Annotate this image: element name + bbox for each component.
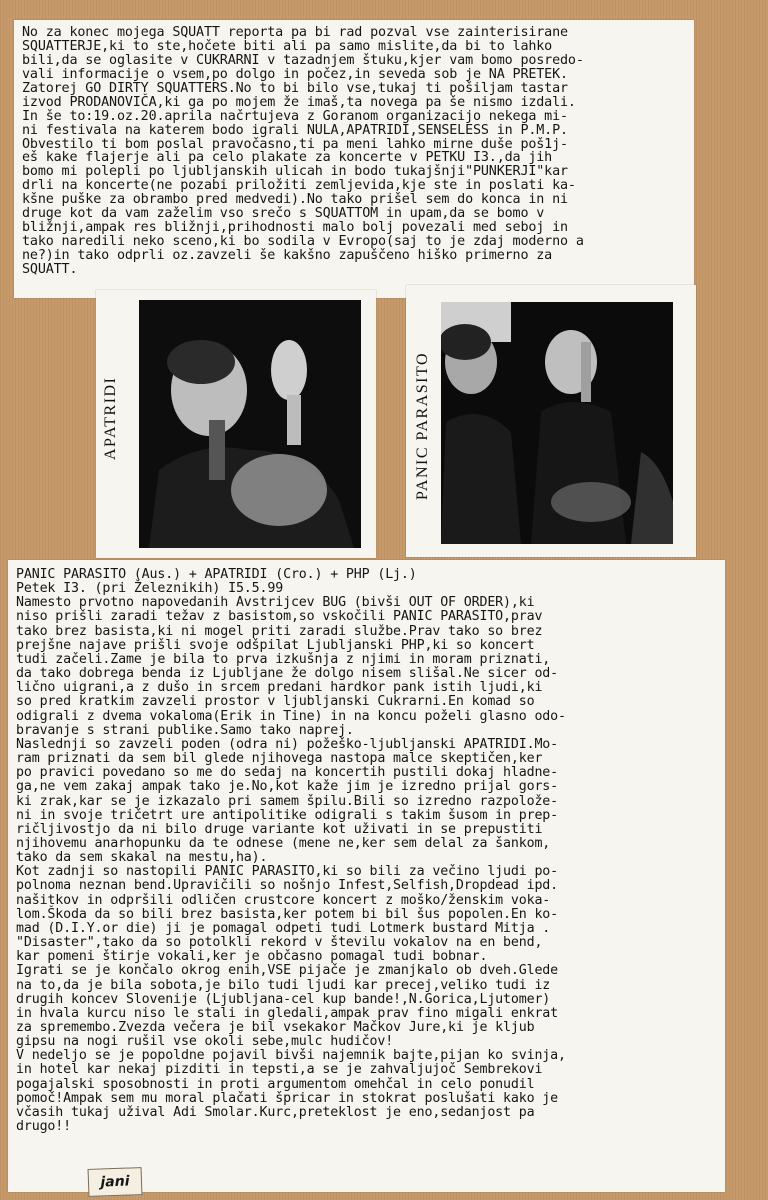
review-line: včasih tukaj užival Adi Smolar.Kurc,preteklost je eno,sedanjost pa	[16, 1104, 535, 1120]
review-line: Igrati se je končalo okrog enih,VSE pijače je zmanjkalo ob dveh.Glede	[16, 963, 559, 979]
review-line: Namesto prvotno napovedanih Avstrijcev BUG (bivši OUT OF ORDER),ki	[16, 595, 535, 611]
review-line: prejšne najave prišli svoje odšpilat Ljubljanski PHP,ki so koncert	[16, 637, 535, 653]
review-line: pomoč!Ampak sem mu moral plačati špricar in stokrat poslušati kako je	[16, 1090, 559, 1106]
review-line: gipsu na nogi rušil vse okoli sebe,mulc hudičov!	[16, 1034, 394, 1050]
review-line: niso prišli zaradi težav z basistom,so vskočili PANIC PARASITO,prav	[16, 609, 543, 625]
review-line: našitkov in odpršili odličen crustcore koncert z moško/ženskim voka-	[16, 892, 551, 908]
intro-line: In še to:19.oz.20.aprila načrtujeva z Goranom organizacijo nekega mi-	[22, 108, 568, 124]
apatridi-caption: APATRIDI	[102, 376, 119, 460]
intro-line: tako naredili neko sceno,ki bo sodila v Evropo(saj to je zdaj moderno a	[22, 234, 584, 250]
review-line: PANIC PARASITO (Aus.) + APATRIDI (Cro.) + PHP (Lj.)	[16, 567, 417, 582]
concert-review-clipping	[8, 560, 725, 1192]
review-line: Petek I3. (pri Železnikih) I5.5.99	[16, 581, 284, 597]
intro-line: druge kot da vam zaželim vso srečo s SQUATTOM in upam,da se bomo v	[22, 206, 545, 222]
review-line: kar pomeni štirje vokali,ker je občasno pomagal tudi bobnar.	[16, 949, 488, 965]
intro-clipping	[14, 20, 694, 298]
review-line: V nedeljo se je popoldne pojavil bivši najemnik bajte,pijan ko svinja,	[16, 1048, 566, 1064]
review-line: ričljivostjo da ni bilo druge variante kot uživati in se prepustiti	[16, 821, 543, 837]
review-line: njihovemu anarhopunku da te odnese (mene ne,ker sem delal za šankom,	[16, 835, 551, 851]
apatridi-photo	[139, 300, 361, 548]
intro-line: Zatorej GO DIRTY SQUATTERS.No to bi bilo vse,tukaj ti pošiljam tastar	[22, 80, 568, 96]
panic-parasito-photo-image	[441, 302, 673, 544]
review-line: polnoma neznan bend.Upravičili so nošnjo Infest,Selfish,Dropdead ipd.	[16, 878, 559, 894]
review-line: in hotel kar nekaj pizditi in tepsti,a se je zahvaljujoč Sembrekovi	[16, 1062, 543, 1078]
panic-parasito-photo-card	[406, 285, 696, 557]
intro-line: SQUATT.	[22, 261, 78, 277]
signature-tag: jani	[88, 1167, 143, 1197]
review-line: tako brez basista,ki ni mogel priti zaradi službe.Prav tako so brez	[16, 623, 543, 639]
review-line: za spremembo.Zvezda večera je bil vsekakor Mačkov Jure,ki je kljub	[16, 1020, 535, 1035]
review-line: Naslednji so zavzeli poden (odra ni) požeško-ljubljanski APATRIDI.Mo-	[16, 736, 559, 752]
review-line: ki zrak,kar se je izkazalo pri samem špilu.Bili so izredno razpolože-	[16, 793, 559, 809]
intro-line: bližnji,ampak res bližnji,prihodnosti malo bolj povezali med seboj in	[22, 220, 568, 236]
intro-line: bili,da se oglasite v CUKRARNI v tazadnjem štuku,kjer vam bomo posredo-	[22, 52, 584, 68]
review-line: ni in svoje tričetrt ure antipolitike odigrali s takim šusom in prep-	[16, 807, 559, 823]
review-line: po pravici povedano so me do sedaj na koncertih pustili dokaj hladne-	[16, 765, 559, 781]
review-line: "Disaster",tako da so potolkli rekord v številu vokalov na en bend,	[16, 935, 543, 951]
intro-line: ne?)in tako odprli oz.zavzeli še kakšno zapuščeno hiško primerno za	[22, 248, 553, 263]
intro-line: eš kake flajerje ali pa celo plakate za koncerte v PETKU I3.,da jih	[22, 150, 553, 166]
review-line: drugo!!	[16, 1119, 71, 1135]
panic-parasito-caption: PANIC PARASITO	[414, 351, 431, 500]
review-line: bravanje s strani publike.Samo tako naprej.	[16, 722, 354, 738]
intro-line: ni festivala na katerem bodo igrali NULA,APATRIDI,SENSELESS in P.M.P.	[22, 122, 568, 138]
review-line: drugih koncev Slovenije (Ljubljana-cel kup bande!,N.Gorica,Ljutomer)	[16, 991, 551, 1007]
apatridi-photo-image	[139, 300, 361, 548]
intro-line: drli na koncerte(ne pozabi priložiti zemljevida,kje ste in poslati ka-	[22, 178, 576, 194]
review-line: tudi začeli.Zame je bila to prva izkušnja z njimi in moram priznati,	[16, 651, 551, 667]
review-line: Kot zadnji so nastopili PANIC PARASITO,ki so bili za večino ljudi po-	[16, 864, 559, 880]
review-line: na to,da je bila sobota,je bilo tudi ljudi kar precej,veliko tudi iz	[16, 977, 551, 993]
review-line: ram priznati da sem bil glede njihovega nastopa malce skeptičen,ker	[16, 751, 543, 767]
intro-line: SQUATTERJE,ki to ste,hočete biti ali pa samo mislite,da bi to lahko	[22, 38, 553, 54]
intro-line: No za konec mojega SQUATT reporta pa bi rad pozval vse zainterisirane	[22, 25, 568, 40]
review-line: lom.Škoda da so bili brez basista,ker potem bi bil šus popolen.En ko-	[16, 906, 559, 922]
intro-line: izvod PRODANOVIČA,ki ga po mojem že imaš,ta novega pa še nismo izdali.	[22, 94, 576, 110]
intro-line: vali informacije o vsem,po dolgo in počez,in seveda sob je NA PRETEK.	[22, 66, 568, 82]
review-line: lično uigrani,a z dušo in srcem predani hardkor pank istih ljudi,ki	[16, 680, 543, 696]
intro-line: bomo mi polepli po ljubljanskih ulicah in bodo tukajšnji"PUNKERJI"kar	[22, 164, 568, 180]
apatridi-photo-card	[96, 290, 376, 558]
intro-line: Obvestilo ti bom poslal pravočasno,ti pa meni lahko mirne duše poš1j-	[22, 136, 568, 152]
review-line: in hvala kurcu niso le stali in gledali,ampak prav fino migali enkrat	[16, 1005, 559, 1021]
intro-line: kšne puške za obrambo pred medvedi).No tako prišel sem do konca in ni	[22, 192, 568, 208]
review-line: ga,ne vem zakaj ampak tako je.No,kot kaže jim je izredno prijal gors-	[16, 779, 559, 795]
review-line: mad (D.I.Y.or die) ji je pomagal odpeti tudi Lotmerk bustard Mitja .	[16, 920, 551, 936]
panic-parasito-photo	[441, 302, 673, 544]
review-line: odigrali z dvema vokaloma(Erik in Tine) in na koncu poželi glasno odo-	[16, 708, 566, 724]
review-line: da tako dobrega benda iz Ljubljane že dolgo nisem slišal.Ne sicer od-	[16, 666, 559, 682]
review-line: pogajalski sposobnosti in proti argumentom omehčal in celo ponudil	[16, 1076, 535, 1092]
review-line: so pred kratkim zavzeli prostor v ljubljanski Cukrarni.En komad so	[16, 694, 535, 710]
review-line: tako da sem skakal na mestu,ha).	[16, 850, 268, 866]
